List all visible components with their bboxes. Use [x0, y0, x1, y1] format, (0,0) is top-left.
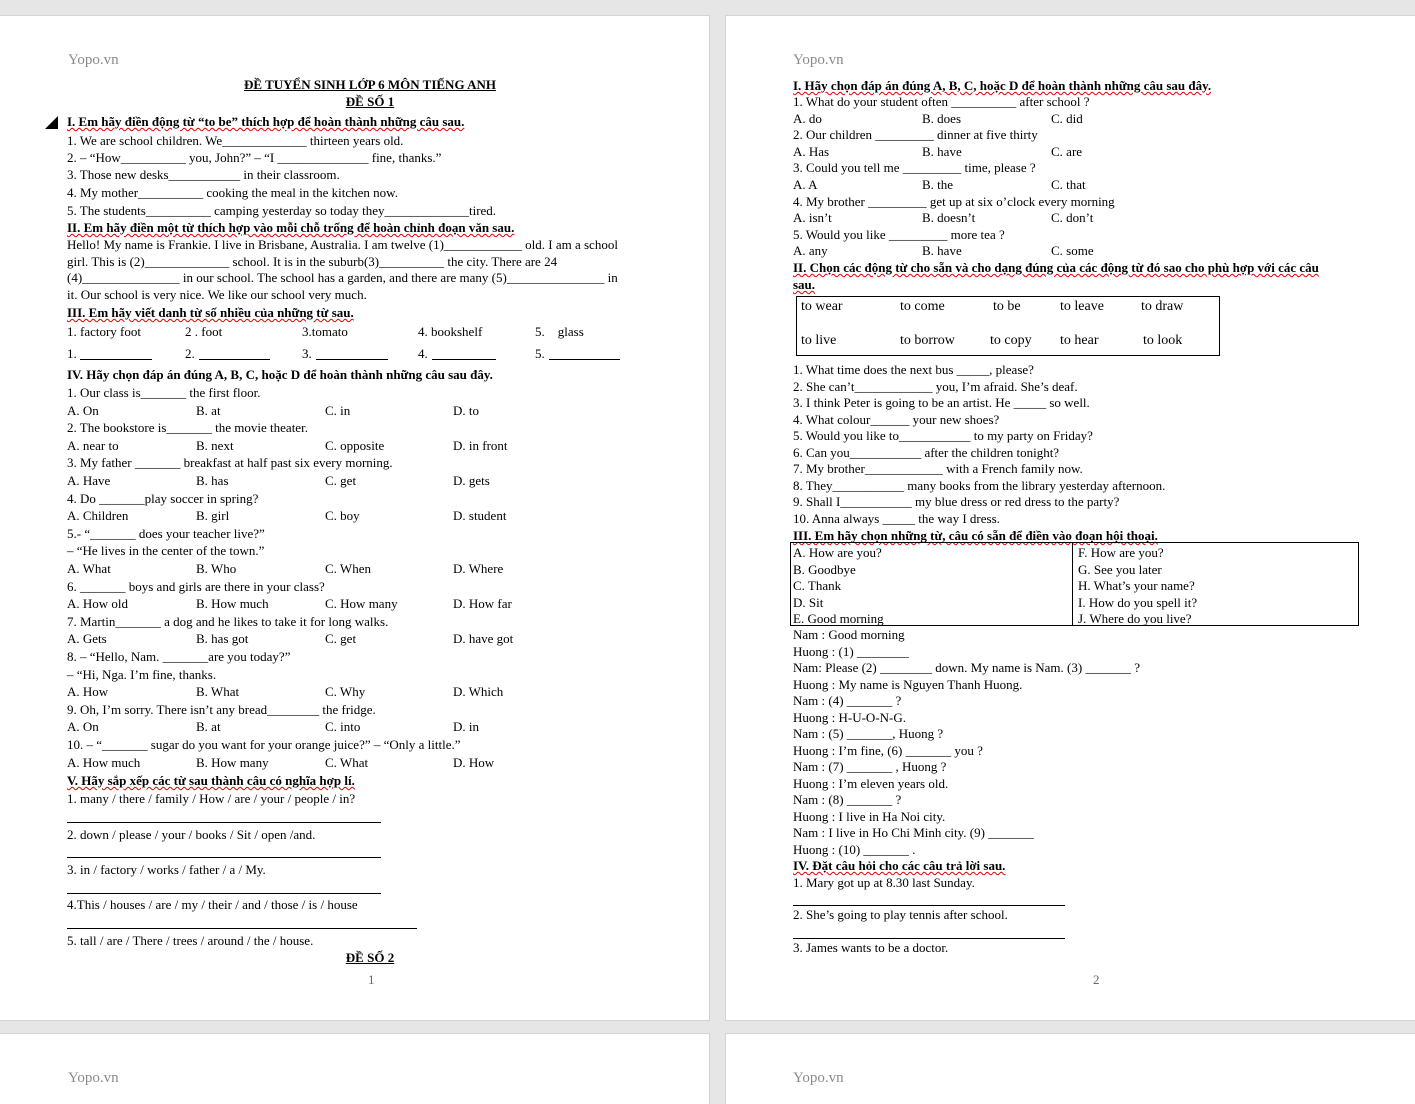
answer-option: B. at: [196, 402, 221, 418]
answer-option: B. at: [196, 719, 221, 735]
dialog-line: Nam : (4) _______ ?: [793, 693, 902, 708]
exercise-line: 6. Can you___________ after the children tonight?: [793, 444, 1060, 460]
phrase-option: G. See you later: [1078, 561, 1162, 577]
exercise-line: 2. She can’t____________ you, I’m afraid. She’s deaf.: [793, 378, 1078, 394]
word-bank-item: to look: [1143, 333, 1183, 348]
section-heading: II. Chọn các động từ cho sẵn và cho dạng đúng của các động từ đó sao cho phù hợp với các câu: [793, 260, 1319, 275]
exercise-line: 3. Those new desks___________ in their classroom.: [67, 167, 340, 182]
reorder-item: 2. down / please / your / books / Sit / open /and.: [67, 827, 316, 842]
answer-number: 3.: [302, 346, 312, 361]
dialog-line: Huong : I’m eleven years old.: [793, 775, 949, 791]
exam-number: ĐỀ SỐ 2: [345, 950, 395, 965]
answer-option: C. into: [325, 719, 361, 735]
section-heading: III. Em hãy chọn những từ, câu có sẵn để điền vào đoạn hội thoại.: [793, 528, 1158, 543]
answer-option: B. does: [922, 110, 961, 126]
answer-option: A. any: [793, 243, 828, 259]
exercise-line: 4. What colour______ your new shoes?: [793, 411, 1000, 427]
dialog-line: Nam : Good morning: [793, 627, 905, 642]
dialog-line: Huong : I live in Ha Noi city.: [793, 808, 946, 824]
dialog-line: Huong : H-U-O-N-G.: [793, 709, 907, 725]
paragraph-line: it. Our school is very nice. We like our school very much.: [67, 287, 367, 302]
question-text: 1. Our class is_______ the first floor.: [67, 385, 261, 400]
answer-option: D. in: [453, 719, 479, 735]
answer-option: D. How far: [453, 596, 512, 612]
page-number: 2: [1093, 972, 1100, 987]
section-heading: III. Em hãy viết danh từ số nhiều của những từ sau.: [67, 305, 354, 320]
answer-option: D. Which: [453, 684, 504, 700]
answer-option: D. student: [453, 508, 507, 524]
reorder-item: 3. in / factory / works / father / a / My.: [67, 862, 266, 877]
word-item: 5. glass: [535, 324, 584, 339]
answer-option: C. opposite: [325, 437, 385, 453]
dialog-line: Nam : (7) _______ , Huong ?: [793, 759, 947, 774]
page-header: Yopo.vn: [793, 52, 844, 68]
document-page-3: [0, 1034, 709, 1104]
document-page-4: [726, 1034, 1415, 1104]
answer-number: 4.: [418, 346, 428, 361]
word-item: 4. bookshelf: [418, 324, 483, 339]
exercise-line: 1. What time does the next bus _____, please?: [793, 362, 1034, 377]
exercise-line: 7. My brother____________ with a French family now.: [793, 461, 1083, 476]
phrase-option: I. How do you spell it?: [1078, 594, 1198, 610]
question-prompt: 1. Mary got up at 8.30 last Sunday.: [793, 875, 975, 890]
answer-option: A. On: [67, 402, 99, 418]
question-text: 4. Do _______play soccer in spring?: [67, 490, 259, 506]
answer-line: [67, 893, 381, 894]
question-text: 8. – “Hello, Nam. _______are you today?”: [67, 649, 291, 664]
section-heading: II. Em hãy điền một từ thích hợp vào mỗi chỗ trống để hoàn chỉnh đoạn văn sau.: [67, 220, 515, 235]
answer-option: B. How many: [196, 754, 269, 770]
page-header: Yopo.vn: [793, 1070, 844, 1086]
answer-option: D. Where: [453, 561, 504, 576]
question-text: 2. Our children _________ dinner at five thirty: [793, 127, 1038, 143]
answer-option: B. What: [196, 684, 240, 700]
phrase-option: D. Sit: [793, 594, 824, 610]
question-prompt: 2. She’s going to play tennis after school.: [793, 907, 1008, 922]
answer-option: A. What: [67, 561, 111, 576]
page-number: 1: [368, 972, 375, 987]
answer-option: A. A: [793, 177, 818, 192]
answer-option: B. doesn’t: [922, 210, 976, 226]
exercise-line: 10. Anna always _____ the way I dress.: [793, 510, 1000, 526]
dialog-line: Huong : I’m fine, (6) _______ you ?: [793, 742, 983, 758]
reorder-item: 4.This / houses / are / my / their / and / those / is / house: [67, 897, 358, 912]
answer-option: A. How: [67, 684, 109, 700]
word-bank-item: to wear: [801, 299, 843, 314]
section-heading: I. Hãy chọn đáp án đúng A, B, C, hoặc D để hoàn thành những câu sau đây.: [793, 78, 1212, 93]
answer-option: C. that: [1051, 177, 1086, 192]
phrase-option: H. What’s your name?: [1078, 578, 1195, 593]
answer-option: C. don’t: [1051, 210, 1094, 226]
phrase-option: C. Thank: [793, 578, 842, 593]
answer-option: C. When: [325, 561, 371, 576]
answer-option: A. On: [67, 719, 99, 735]
answer-option: C. some: [1051, 243, 1094, 259]
exercise-line: 4. My mother__________ cooking the meal in the kitchen now.: [67, 185, 398, 200]
dialog-line: Nam : I live in Ho Chi Minh city. (9) _______: [793, 825, 1034, 840]
document-page-1: [0, 16, 709, 1020]
answer-option: A. How much: [67, 754, 141, 770]
answer-option: C. What: [325, 754, 369, 770]
answer-blank: [549, 359, 620, 360]
question-text: 1. What do your student often __________ after school ?: [793, 94, 1090, 109]
section-heading: IV. Đặt câu hỏi cho các câu trả lời sau.: [793, 858, 1006, 873]
dialog-line: Nam: Please (2) ________ down. My name is Nam. (3) _______ ?: [793, 660, 1140, 675]
answer-option: B. next: [196, 437, 234, 453]
phrase-option: B. Goodbye: [793, 561, 856, 577]
word-bank-item: to borrow: [900, 333, 955, 348]
exam-title: ĐỀ TUYỂN SINH LỚP 6 MÔN TIẾNG ANH: [244, 77, 496, 92]
question-text: 10. – “_______ sugar do you want for your orange juice?” – “Only a little.”: [67, 737, 461, 752]
question-text: 2. The bookstore is_______ the movie theater.: [67, 420, 308, 436]
word-item: 2 . foot: [185, 324, 223, 339]
word-bank-item: to live: [801, 333, 837, 348]
answer-option: C. How many: [325, 596, 398, 612]
answer-option: A. How old: [67, 596, 129, 612]
exercise-line: 5. Would you like to___________ to my party on Friday?: [793, 428, 1093, 443]
answer-option: A. Have: [67, 473, 111, 488]
answer-option: D. in front: [453, 437, 508, 453]
table-divider: [1072, 543, 1073, 625]
exercise-line: 8. They___________ many books from the library yesterday afternoon.: [793, 477, 1166, 493]
dialog-line: Huong : My name is Nguyen Thanh Huong.: [793, 676, 1023, 692]
dialog-line: Nam : (8) _______ ?: [793, 792, 902, 807]
answer-option: C. get: [325, 631, 357, 647]
question-text: 6. _______ boys and girls are there in your class?: [67, 578, 325, 594]
answer-number: 2.: [185, 346, 195, 361]
answer-line: [67, 928, 417, 929]
answer-number: 1.: [67, 346, 77, 361]
answer-option: C. are: [1051, 143, 1083, 159]
phrase-option: E. Good morning: [793, 611, 884, 626]
answer-blank: [199, 359, 270, 360]
dialog-line: Nam : (5) _______, Huong ?: [793, 726, 944, 741]
page-header: Yopo.vn: [68, 52, 119, 68]
question-text: 9. Oh, I’m sorry. There isn’t any bread________ the fridge.: [67, 701, 376, 717]
answer-line: [793, 938, 1065, 939]
document-page-2: [726, 16, 1415, 1020]
phrase-option: F. How are you?: [1078, 545, 1164, 560]
word-bank-box: [796, 296, 1220, 356]
question-text: 3. Could you tell me _________ time, please ?: [793, 160, 1036, 176]
question-text: 3. My father _______ breakfast at half past six every morning.: [67, 455, 393, 471]
answer-option: B. Who: [196, 561, 237, 576]
answer-option: A. near to: [67, 437, 119, 453]
answer-option: C. Why: [325, 684, 366, 700]
question-text: 5. Would you like _________ more tea ?: [793, 226, 1005, 242]
question-prompt: 3. James wants to be a doctor.: [793, 940, 949, 955]
dialog-line: Huong : (10) _______ .: [793, 841, 916, 857]
word-item: 1. factory foot: [67, 324, 142, 339]
question-text: – “He lives in the center of the town.”: [67, 543, 265, 559]
word-bank-item: to leave: [1060, 299, 1104, 314]
question-text: – “Hi, Nga. I’m fine, thanks.: [67, 666, 217, 682]
answer-option: B. has: [196, 473, 229, 488]
answer-option: A. Gets: [67, 631, 107, 647]
answer-line: [793, 905, 1065, 906]
word-bank-item: to draw: [1141, 299, 1184, 314]
answer-option: B. has got: [196, 631, 249, 647]
answer-line: [67, 822, 381, 823]
question-text: 4. My brother _________ get up at six o’clock every morning: [793, 193, 1115, 209]
word-item: 3.tomato: [302, 324, 348, 339]
answer-option: C. boy: [325, 508, 360, 524]
answer-option: C. get: [325, 473, 357, 488]
answer-option: B. have: [922, 243, 962, 259]
exercise-line: 1. We are school children. We_____________ thirteen years old.: [67, 133, 404, 148]
exercise-line: 3. I think Peter is going to be an artist. He _____ so well.: [793, 395, 1090, 410]
answer-option: B. How much: [196, 596, 269, 612]
answer-option: B. girl: [196, 508, 230, 524]
page-header: Yopo.vn: [68, 1070, 119, 1086]
answer-option: C. did: [1051, 110, 1083, 126]
section-heading: I. Em hãy điền động từ “to be” thích hợp để hoàn thành những câu sau.: [67, 114, 465, 129]
answer-option: D. How: [453, 754, 495, 770]
dialog-line: Huong : (1) ________: [793, 643, 909, 659]
answer-option: A. Children: [67, 508, 129, 524]
paragraph-line: (4)_______________ in our school. The school has a garden, and there are many (5)_______________ in: [67, 270, 618, 285]
section-heading: IV. Hãy chọn đáp án đúng A, B, C, hoặc D để hoàn thành những câu sau đây.: [67, 367, 493, 382]
word-bank-item: to copy: [990, 333, 1032, 348]
answer-option: C. in: [325, 402, 351, 418]
answer-blank: [432, 359, 496, 360]
exercise-line: 2. – “How__________ you, John?” – “I ______________ fine, thanks.”: [67, 150, 442, 165]
answer-option: A. do: [793, 110, 822, 126]
answer-blank: [80, 359, 152, 360]
reorder-item: 5. tall / are / There / trees / around / the / house.: [67, 933, 314, 948]
answer-option: B. the: [922, 177, 954, 192]
phrase-option: A. How are you?: [793, 545, 882, 560]
answer-blank: [316, 359, 388, 360]
paragraph-line: Hello! My name is Frankie. I live in Brisbane, Australia. I am twelve (1)____________ old. I am a school: [67, 237, 618, 252]
answer-line: [67, 857, 381, 858]
word-bank-item: to come: [900, 299, 945, 314]
answer-option: B. have: [922, 143, 962, 159]
word-bank-item: to be: [993, 299, 1021, 314]
question-text: 5.- “_______ does your teacher live?”: [67, 525, 265, 541]
paragraph-line: girl. This is (2)_____________ school. It is in the suburb(3)__________ the city. There are 24: [67, 254, 558, 269]
section-heading: V. Hãy sắp xếp các từ sau thành câu có nghĩa hợp lí.: [67, 773, 355, 788]
exercise-line: 9. Shall I___________ my blue dress or red dress to the party?: [793, 494, 1120, 509]
answer-option: D. have got: [453, 631, 514, 647]
word-bank-item: to hear: [1060, 333, 1099, 348]
answer-option: A. isn’t: [793, 210, 832, 226]
answer-option: A. Has: [793, 143, 830, 159]
question-text: 7. Martin_______ a dog and he likes to take it for long walks.: [67, 613, 389, 629]
answer-number: 5.: [535, 346, 545, 361]
answer-option: D. gets: [453, 473, 490, 488]
reorder-item: 1. many / there / family / How / are / your / people / in?: [67, 791, 356, 806]
exercise-line: 5. The students__________ camping yesterday so today they_____________tired.: [67, 203, 497, 218]
section-heading: sau.: [793, 277, 816, 292]
answer-option: D. to: [453, 402, 479, 418]
section-marker-icon: [45, 116, 58, 129]
exam-number: ĐỀ SỐ 1: [345, 94, 395, 109]
phrase-option: J. Where do you live?: [1078, 611, 1192, 626]
